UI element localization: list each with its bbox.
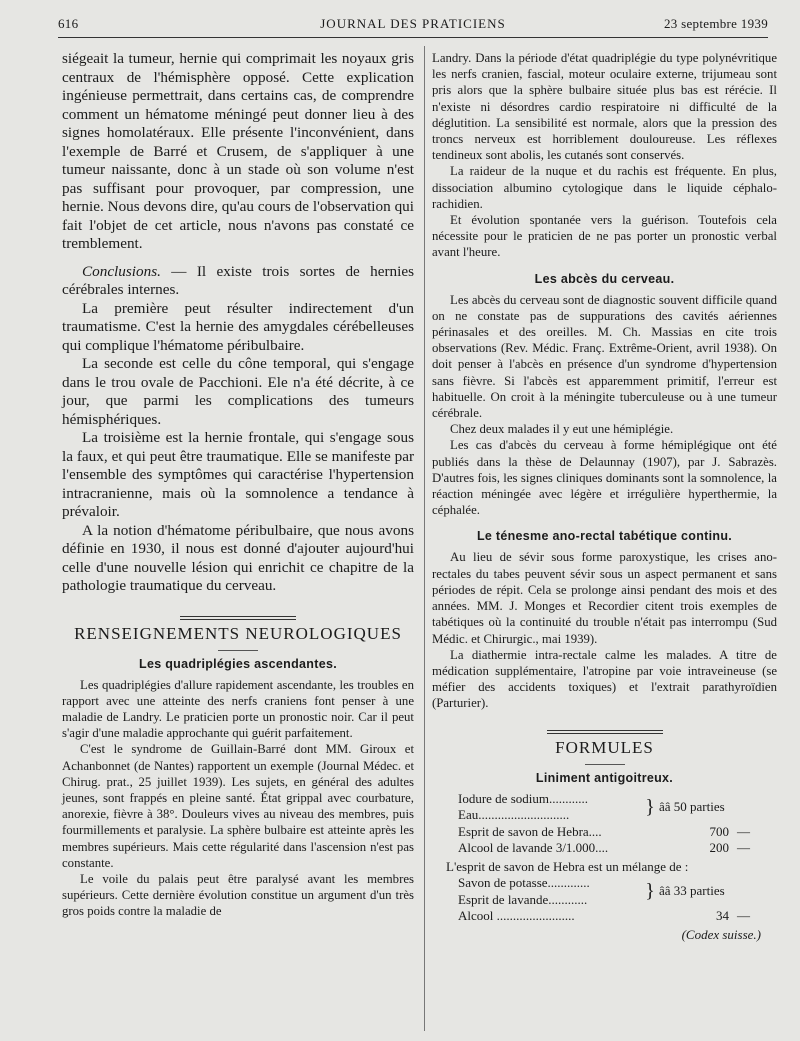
conclusions-item: A la notion d'hématome péribulbaire, que nous avons définie en 1930, il nous est donné d'ajouter aujourd'hui celle d'une nouvelle lésion qui enrichit ce chapitre de la pathologie traumatique du cerveau. [62,521,414,594]
formula-ingredient: Savon de potasse............. [458,875,590,891]
conclusions-label: Conclusions. [82,262,161,280]
formula-row [432,824,777,841]
formula-row [432,840,777,857]
abces-paragraph: Les abcès du cerveau sont de diagnostic souvent difficile quand on ne constate pas de suppurations des cavités aériennes périnasales et des oreilles. M. Ch. Massias en cite trois observations (Rev. Médic. Franç. Extrême-Orient, avril 1938). On doit penser à l'abcès en présence d'un syndrome d'hypertension sans fièvre. Si l'abcès est apparemment primitif, l'erreur est habituelle. On croit à la méningite tuberculeuse ou à une tumeur cérébrale. [432,292,777,421]
conclusions-item: La seconde est celle du cône temporal, qui s'engage dans le trou ovale de Pacchioni. Ele n'a été décrite, à ce jour, que parmi les complications des tumeurs hémisphériques. [62,355,414,428]
formula-quantity: 700 [709,823,729,839]
intro-paragraph: siégeait la tumeur, hernie qui comprimait les noyaux gris centraux de l'hémisphère opposé. Cette explication ingénieuse permettrait, dans certains cas, de comprendre comment un hématome méningé peut donner lieu à des signes homolatéraux. Elle présente l'inconvénient, dans l'exemple de Barré et Crusem, de s'appliquer à une tumeur naissante, donc à un stade où son volume n'est pas suffisant pour provoquer, par compression, une hernie. Nous devons dire, qu'au cours de l'observation qui fait l'objet de cet article, nous n'avons pas constaté ce tremblement. [62,50,414,252]
left-column [62,50,414,920]
quadriplegies-paragraph: C'est le syndrome de Guillain-Barré dont MM. Giroux et Achanbonnet (de Nantes) rapportent un exemple (Journal Médec. et Chirug. prat., 25 juillet 1939). Les sujets, en général des adultes jeunes, sont frappés en pleine santé. État grippal avec courbature, anorexie, fièvre à 38°. Douleurs vives au niveau des membres, puis fourmillements et paralysie. La sphère bulbaire est atteinte après les membres supérieurs. Mais cette régularité dans l'ascension n'est pas constante. [62,742,414,870]
quadriplegies-paragraph: Le voile du palais peut être paralysé avant les membres supérieurs. Cette dernière évolution constitue un argument d'un très gros poids contre la maladie de [62,871,414,919]
formula-note: L'esprit de savon de Hebra est un mélange de : [446,858,689,874]
page-number: 616 [58,16,79,31]
landry-paragraph: Et évolution spontanée vers la guérison. Toutefois cela nécessite pour le praticien de ne pas porter un pronostic verbal avant l'heure. [432,213,777,260]
codex-source: (Codex suisse.) [681,926,761,942]
formula-row [432,908,777,925]
quadriplegies-paragraph: Les quadriplégies d'allure rapidement ascendante, les troubles en rapport avec une atteinte des nerfs craniens font penser à une maladie de Landry. Le praticien porte un pronostic noir. Car il peut s'agir d'une maladie approchante qui guérit parfaitement. [62,677,414,741]
formula-group-quantity: ââ 33 parties [659,883,725,899]
issue-date: 23 septembre 1939 [663,16,768,31]
tenesme-paragraph: La diathermie intra-rectale calme les malades. A titre de médication supplémentaire, l'atropine par voie intraveineuse (se méfier des accidents toxiques) et l'extrait parathyroïdien (Parturier). [432,647,777,711]
journal-title: JOURNAL DES PRATICIENS [320,16,506,31]
formula-table-2 [432,875,777,925]
brace-icon: } [645,795,655,818]
landry-paragraph: Landry. Dans la période d'état quadriplégie du type polynévritique les nerfs cranien, fascial, moteur oculaire externe, trijumeau sont pris alors que la sphère bulbaire située plus bas est rérécie. Il n'existe ni désordres cardio respiratoire ni difficulté de la déglutition. La sensibilité est normale, alors que la pression des troncs nerveux est horriblement douloureuse. Les réflexes tendineux sont abolis, les cutanés sont conservés. [432,51,777,163]
formules-ornament [547,730,663,734]
section-divider [218,650,258,651]
tenesme-paragraph: Au lieu de sévir sous forme paroxystique, les crises ano-rectales du tabes peuvent sévir sous un aspect permanent et sans périodes de répit. Cela se prolonge ainsi pendant des mois et des années. MM. J. Monges et Recordier citent trois exemples de tabétiques où la continuité du trouble n'était pas interrompu (Sud Médic. et Chirurgic., mai 1939). [432,550,777,646]
formules-title: FORMULES [555,737,654,757]
page-header [58,14,768,34]
formula-ingredient: Alcool de lavande 3/1.000.... [458,840,609,856]
landry-paragraph: La raideur de la nuque et du rachis est fréquente. En plus, dissociation albumino cytologique dans le liquide céphalo-rachidien. [432,164,777,211]
abces-paragraph: Les cas d'abcès du cerveau à forme hémiplégique ont été publiés dans la thèse de Delaunnay (1907), par J. Sabrazès. D'autres fois, les signes cliniques dominants sont la somnolence, la réaction méningée avec légère et irrégulière hyperthermie, la céphalée. [432,438,777,518]
formules-divider [585,764,625,765]
formula-ingredient: Alcool ........................ [458,908,575,924]
conclusions-text: — Il existe trois sortes de hernies cérébrales internes. [62,262,414,298]
formula-ingredient: Iodure de sodium............ [458,790,588,806]
formula-table [432,791,777,857]
formula-quantity: 200 [709,840,729,856]
formula-unit: — [737,908,750,924]
liniment-heading: Liniment antigoitreux. [535,770,674,785]
abces-heading: Les abcès du cerveau. [534,271,675,286]
conclusions-item: La troisième est la hernie frontale, qui s'engage sous la faux, et qui peut être traumatique. Elle se manifeste par l'ensemble des symptômes qui caractérise l'hypertension intracranienne, mais où la somnolence a tendance à prévaloir. [62,429,414,520]
column-rule [424,46,425,1031]
formula-quantity: 34 [716,908,729,924]
formula-group-quantity: ââ 50 parties [659,798,725,814]
formula-row [432,875,777,892]
section-ornament [180,616,296,620]
brace-icon: } [645,880,655,903]
tenesme-heading: Le ténesme ano-rectal tabétique continu. [476,529,733,544]
formula-ingredient: Esprit de lavande............ [458,891,588,907]
abces-paragraph: Chez deux malades il y eut une hémiplégie. [450,422,674,437]
formula-row [432,791,777,808]
quadriplegies-heading: Les quadriplégies ascendantes. [139,656,337,671]
conclusions-item: La première peut résulter indirectement d'un traumatisme. C'est la hernie des amygdales cérébelleuses qui complique l'hématome péribulbaire. [62,299,414,354]
conclusions-paragraph [62,263,414,300]
formula-unit: — [737,840,750,856]
right-column [432,50,777,943]
formula-unit: — [737,823,750,839]
section-title: RENSEIGNEMENTS NEUROLOGIQUES [74,623,402,643]
header-rule [58,37,768,38]
formula-ingredient: Eau............................ [458,807,570,823]
formula-ingredient: Esprit de savon de Hebra.... [458,823,602,839]
